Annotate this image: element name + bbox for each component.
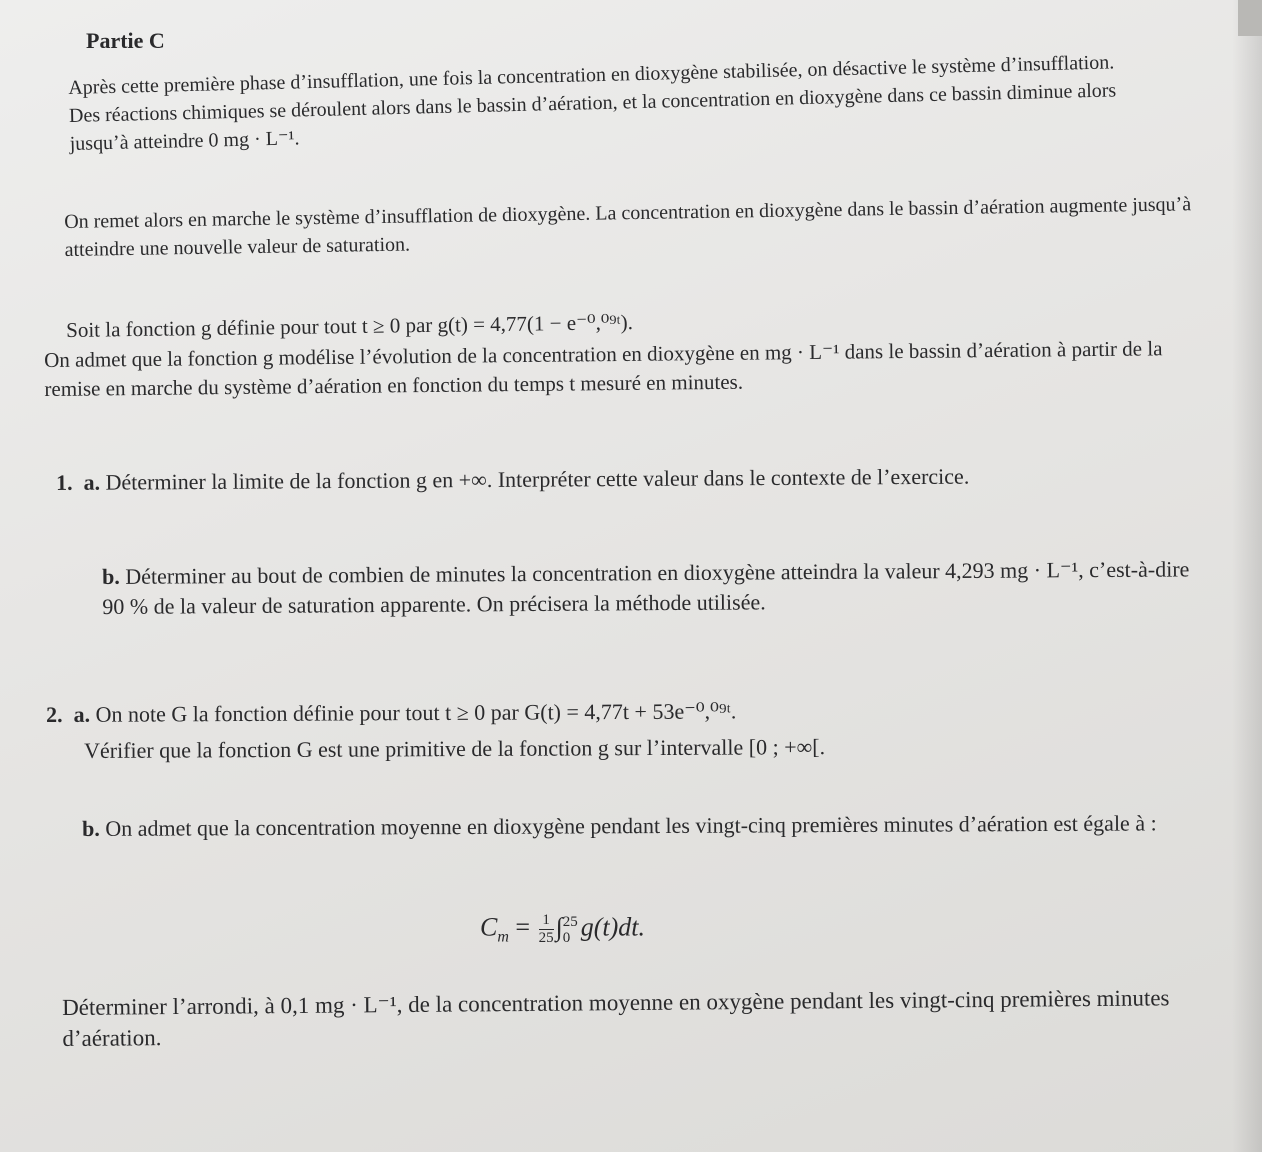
question-1a-label: a. [83, 469, 101, 495]
formula-equals: = [508, 912, 537, 942]
question-2-number: 2. [46, 701, 63, 727]
fraction-numerator: 1 [539, 912, 554, 930]
question-2b-text: On admet que la concentration moyenne en dioxygène pendant les vingt-cinq premières minutes d’aération est égale à : [105, 810, 1157, 841]
question-2a [46, 694, 1146, 730]
question-1-number: 1. [56, 469, 73, 495]
integral-bounds [563, 914, 578, 946]
mean-concentration-formula [480, 912, 645, 947]
question-1a-text: Déterminer la limite de la fonction g en +∞. Interpréter cette valeur dans le contexte de l’exercice. [105, 463, 970, 495]
final-question: Déterminer l’arrondi, à 0,1 mg · L⁻¹, de la concentration moyenne en oxygène pendant les vingt-cinq premières minutes d’aération. [62, 985, 1170, 1051]
question-1b [102, 554, 1212, 622]
question-2b-label: b. [82, 815, 100, 841]
page-corner-background [1238, 0, 1262, 36]
formula-lhs: C [480, 912, 498, 942]
model-description: On admet que la fonction g modélise l’évolution de la concentration en dioxygène en mg · L⁻¹ dans le bassin d’aération à partir de la remise en marche du système d’aération en fonction du temps t mesuré en minutes. [44, 336, 1163, 401]
integral-lower-bound: 0 [562, 929, 571, 946]
question-1a [56, 460, 1186, 498]
integrand: g(t)dt. [580, 912, 645, 942]
intro-paragraph-1: Après cette première phase d’insufflation, une fois la concentration en dioxygène stabilisée, on désactive le système d’insufflation. Des réactions chimiques se déroulent alors dans le bassin d’aération, et la concentration en dioxygène dans ce bassin diminue alors jusqu’à atteindre 0 mg · L⁻¹. [68, 51, 1117, 155]
formula-subscript: m [497, 928, 509, 946]
question-1b-text: Déterminer au bout de combien de minutes la concentration en dioxygène atteindra la valeur 4,293 mg · L⁻¹, c’est-à-dire 90 % de la valeur de saturation apparente. On précisera la méthode utilisée. [102, 556, 1190, 619]
question-2a-label: a. [73, 701, 91, 727]
question-2b [82, 808, 1202, 844]
question-1b-label: b. [102, 563, 120, 589]
formula-fraction [539, 912, 554, 947]
section-title: Partie C [86, 28, 165, 53]
question-2a-verify: Vérifier que la fonction G est une primitive de la fonction g sur l’intervalle [0 ; +∞[. [84, 734, 826, 763]
integral-sign-icon: ∫ [555, 912, 563, 942]
fraction-denominator: 25 [538, 930, 554, 946]
function-definition: Soit la fonction g définie pour tout t ≥ 0 par g(t) = 4,77(1 − e⁻⁰,⁰⁹ᵗ). [66, 310, 634, 342]
integral-upper-bound: 25 [562, 913, 578, 930]
page-edge-shadow [1232, 0, 1262, 1152]
question-2a-line-1: On note G la fonction définie pour tout t ≥ 0 par G(t) = 4,77t + 53e⁻⁰,⁰⁹ᵗ. [95, 698, 737, 727]
intro-paragraph-2: On remet alors en marche le système d’insufflation de dioxygène. La concentration en dioxygène dans le bassin d’aération augmente jusqu’à atteindre une nouvelle valeur de saturation. [64, 193, 1192, 261]
